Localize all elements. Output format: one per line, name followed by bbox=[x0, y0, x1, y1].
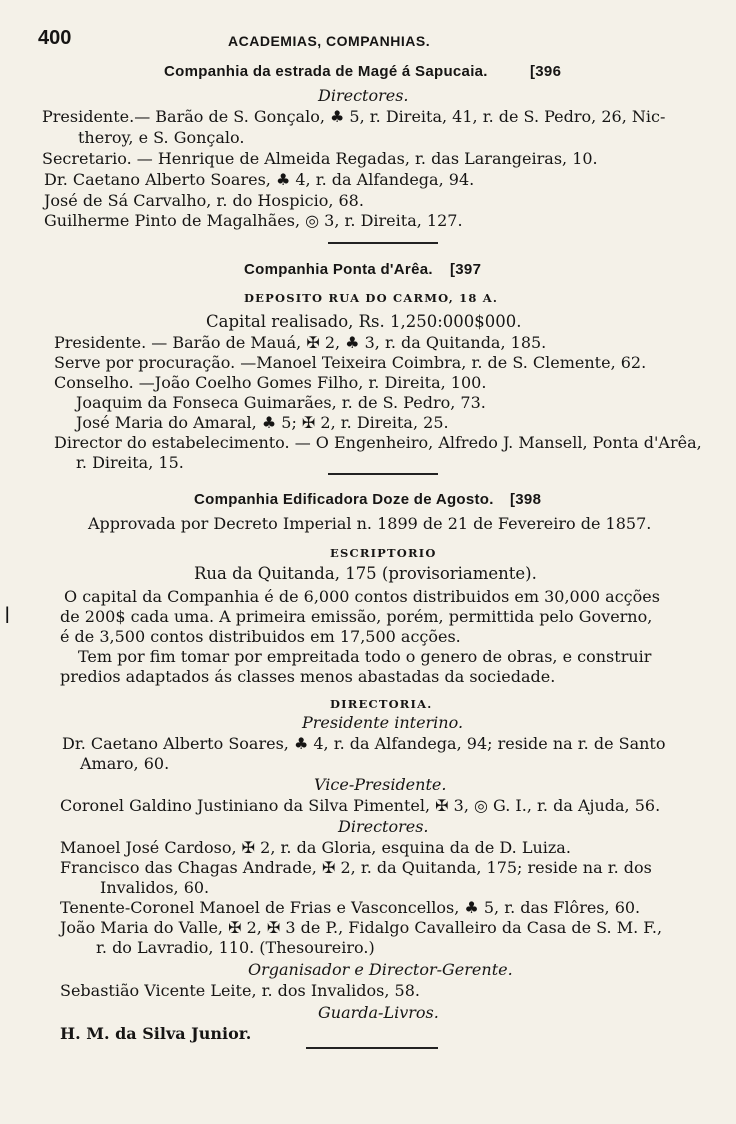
section-divider bbox=[328, 473, 438, 475]
text-line: Secretario. — Henrique de Almeida Regadas, r. das Larangeiras, 10. bbox=[42, 149, 598, 168]
section-title-398: Companhia Edificadora Doze de Agosto. bbox=[194, 491, 494, 508]
paragraph-line: predios adaptados ás classes menos abastadas da sociedade. bbox=[60, 667, 556, 686]
directoria-label: DIRECTORIA. bbox=[330, 697, 433, 711]
text-line: Conselho. —João Coelho Gomes Filho, r. Direita, 100. bbox=[54, 373, 487, 392]
paragraph-line: Tem por fim tomar por empreitada todo o genero de obras, e construir bbox=[78, 647, 652, 666]
text-line: Presidente. — Barão de Mauá, ✠ 2, ♣ 3, r. da Quitanda, 185. bbox=[54, 333, 547, 352]
directores-heading: Directores. bbox=[318, 86, 409, 105]
text-line: theroy, e S. Gonçalo. bbox=[78, 128, 245, 147]
text-line: H. M. da Silva Junior. bbox=[60, 1024, 252, 1043]
text-line: Director do estabelecimento. — O Engenheiro, Alfredo J. Mansell, Ponta d'Arêa, bbox=[54, 433, 702, 452]
section-title-396: Companhia da estrada de Magé á Sapucaia. bbox=[164, 63, 488, 80]
office-label: ESCRIPTORIO bbox=[330, 546, 437, 560]
text-line: Joaquim da Fonseca Guimarães, r. de S. Pedro, 73. bbox=[76, 393, 486, 412]
section-divider bbox=[328, 242, 438, 244]
running-title: ACADEMIAS, COMPANHIAS. bbox=[228, 33, 431, 49]
text-line: José de Sá Carvalho, r. do Hospicio, 68. bbox=[44, 191, 364, 210]
office-address: Rua da Quitanda, 175 (provisoriamente). bbox=[194, 564, 537, 583]
text-line: r. do Lavradio, 110. (Thesoureiro.) bbox=[96, 938, 375, 957]
margin-mark-icon: ǀ bbox=[4, 604, 11, 629]
text-line: Francisco das Chagas Andrade, ✠ 2, r. da Quitanda, 175; reside na r. dos bbox=[60, 858, 652, 877]
approval-line: Approvada por Decreto Imperial n. 1899 de 21 de Fevereiro de 1857. bbox=[88, 514, 652, 533]
directors-label: Directores. bbox=[338, 817, 429, 836]
deposit-address: DEPOSITO RUA DO CARMO, 18 A. bbox=[244, 291, 499, 305]
text-line: Serve por procuração. —Manoel Teixeira Coimbra, r. de S. Clemente, 62. bbox=[54, 353, 647, 372]
text-line: Presidente.— Barão de S. Gonçalo, ♣ 5, r. Direita, 41, r. de S. Pedro, 26, Nic- bbox=[42, 107, 666, 126]
text-line: Manoel José Cardoso, ✠ 2, r. da Gloria, esquina da de D. Luiza. bbox=[60, 838, 571, 857]
text-line: Amaro, 60. bbox=[80, 754, 170, 773]
text-line: Coronel Galdino Justiniano da Silva Pimentel, ✠ 3, ◎ G. I., r. da Ajuda, 56. bbox=[60, 796, 661, 815]
bookkeeper-label: Guarda-Livros. bbox=[318, 1003, 439, 1022]
organiser-label: Organisador e Director-Gerente. bbox=[248, 960, 513, 979]
text-line: Dr. Caetano Alberto Soares, ♣ 4, r. da Alfandega, 94; reside na r. de Santo bbox=[62, 734, 666, 753]
text-line: Invalidos, 60. bbox=[100, 878, 210, 897]
section-divider bbox=[306, 1047, 438, 1049]
text-line: Guilherme Pinto de Magalhães, ◎ 3, r. Direita, 127. bbox=[44, 211, 463, 230]
page-number: 400 bbox=[38, 27, 72, 49]
text-line: Dr. Caetano Alberto Soares, ♣ 4, r. da Alfandega, 94. bbox=[44, 170, 475, 189]
president-label: Presidente interino. bbox=[302, 713, 464, 732]
section-ref-397: [397 bbox=[450, 261, 482, 278]
vice-president-label: Vice-Presidente. bbox=[314, 775, 447, 794]
text-line: João Maria do Valle, ✠ 2, ✠ 3 de P., Fidalgo Cavalleiro da Casa de S. M. F., bbox=[60, 918, 663, 937]
text-line: Sebastião Vicente Leite, r. dos Invalidos, 58. bbox=[60, 981, 420, 1000]
text-line: Tenente-Coronel Manoel de Frias e Vasconcellos, ♣ 5, r. das Flôres, 60. bbox=[60, 898, 641, 917]
text-line: José Maria do Amaral, ♣ 5; ✠ 2, r. Direita, 25. bbox=[76, 413, 449, 432]
capital-line: Capital realisado, Rs. 1,250:000$000. bbox=[206, 312, 522, 331]
text-line: r. Direita, 15. bbox=[76, 453, 184, 472]
paragraph-line: O capital da Companhia é de 6,000 contos distribuidos em 30,000 acções bbox=[64, 587, 660, 606]
section-ref-396: [396 bbox=[530, 63, 562, 80]
section-title-397: Companhia Ponta d'Arêa. bbox=[244, 261, 433, 278]
paragraph-line: de 200$ cada uma. A primeira emissão, porém, permittida pelo Governo, bbox=[60, 607, 653, 626]
paragraph-line: é de 3,500 contos distribuidos em 17,500 acções. bbox=[60, 627, 461, 646]
section-ref-398: [398 bbox=[510, 491, 542, 508]
